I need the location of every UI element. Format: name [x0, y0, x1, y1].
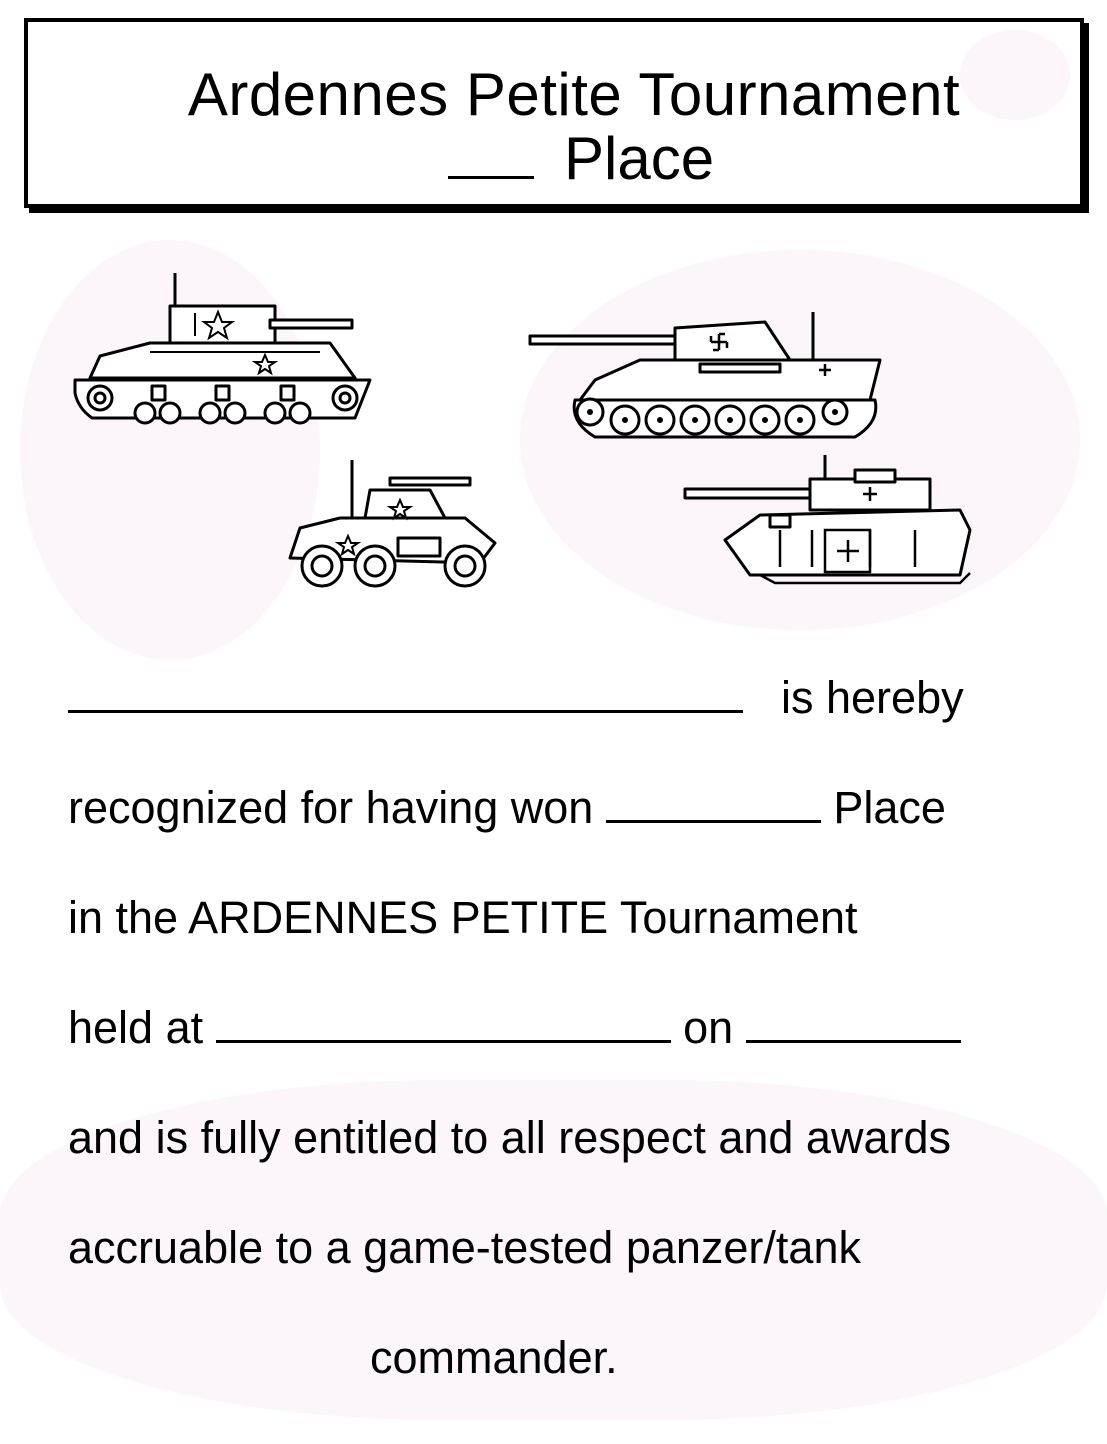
panther-tank-icon — [525, 312, 890, 447]
recognized-text: recognized for having won — [68, 782, 594, 833]
venue-blank[interactable] — [216, 1010, 671, 1043]
placement-line — [68, 782, 946, 834]
hereby-text: is hereby — [781, 672, 964, 723]
placement-blank[interactable] — [606, 790, 821, 823]
armored-car-icon — [280, 458, 505, 593]
recipient-line — [68, 672, 964, 724]
commander-line: commander. — [370, 1332, 618, 1383]
venue-line — [68, 1002, 961, 1054]
tournament-line: in the ARDENNES PETITE Tournament — [68, 892, 858, 943]
on-text: on — [683, 1002, 734, 1053]
page-title: Ardennes Petite Tournament — [187, 61, 961, 128]
place-blank[interactable] — [448, 166, 534, 179]
accruable-line: accruable to a game-tested panzer/tank — [68, 1222, 861, 1273]
place-label: Place — [564, 125, 715, 192]
sherman-tank-icon — [70, 268, 380, 448]
recipient-name-blank[interactable] — [68, 680, 743, 713]
held-at-text: held at — [68, 1002, 204, 1053]
entitled-line: and is fully entitled to all respect and awards — [68, 1112, 951, 1163]
title-box — [24, 18, 1084, 208]
date-blank[interactable] — [746, 1010, 961, 1043]
place-heading — [448, 124, 714, 193]
place-text: Place — [833, 782, 946, 833]
panzer-iv-tank-icon — [680, 455, 980, 590]
